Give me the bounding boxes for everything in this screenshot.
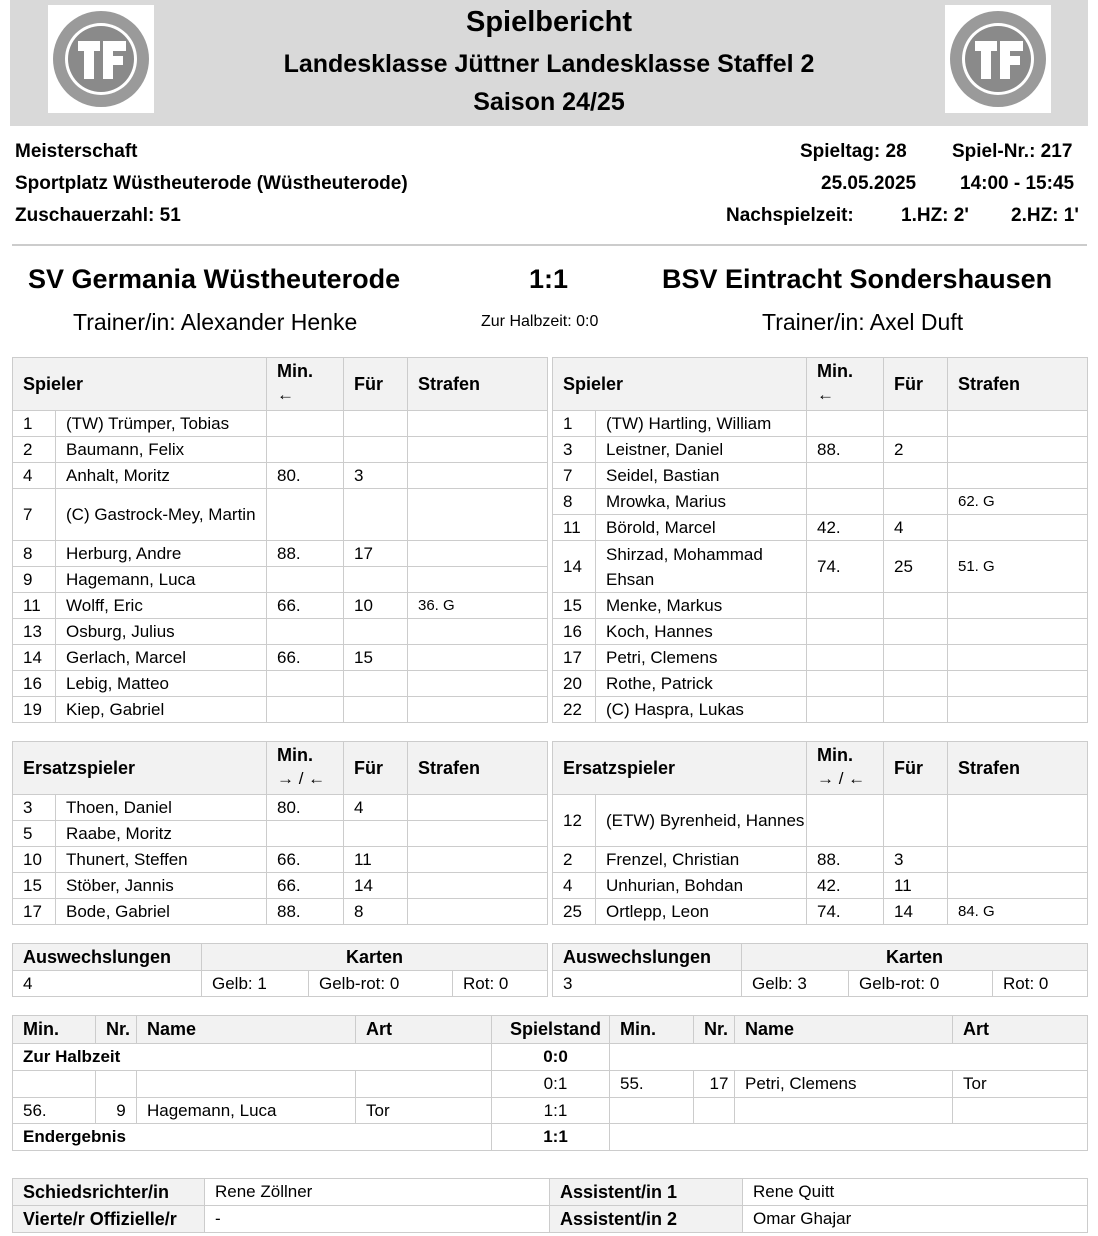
player-number: 15	[553, 593, 596, 619]
report-title: Spielbericht	[466, 6, 632, 38]
col-substitute: Ersatzspieler	[553, 742, 807, 795]
player-minute: 80.	[267, 795, 344, 821]
player-minute	[267, 671, 344, 697]
player-penalty	[408, 437, 548, 463]
player-row	[553, 847, 1088, 873]
col-min: Min. → / ←	[807, 742, 884, 795]
player-name: Börold, Marcel	[596, 515, 807, 541]
player-for	[344, 437, 408, 463]
player-penalty	[408, 821, 548, 847]
player-minute: 42.	[807, 873, 884, 899]
player-minute	[807, 463, 884, 489]
home-lineup-table	[12, 357, 548, 723]
event-minute: 56.	[13, 1098, 96, 1124]
col-for: Für	[884, 358, 948, 411]
player-number: 8	[13, 541, 56, 567]
player-for	[884, 463, 948, 489]
player-for: 11	[884, 873, 948, 899]
player-penalty: 84. G	[948, 899, 1088, 925]
away-summary-table	[552, 943, 1088, 997]
player-number: 22	[553, 697, 596, 723]
venue: Sportplatz Wüstheuterode (Wüstheuterode)	[15, 173, 408, 194]
player-number: 20	[553, 671, 596, 697]
player-for	[884, 795, 948, 847]
player-number: 12	[553, 795, 596, 847]
player-penalty	[408, 463, 548, 489]
col-nr: Nr.	[694, 1016, 735, 1044]
player-minute	[807, 593, 884, 619]
player-minute	[807, 489, 884, 515]
home-summary-table	[12, 943, 548, 997]
col-type: Art	[953, 1016, 1088, 1044]
player-minute	[267, 567, 344, 593]
red-cards: Rot: 0	[453, 971, 548, 997]
player-name: Petri, Clemens	[596, 645, 807, 671]
player-name: Herburg, Andre	[56, 541, 267, 567]
player-for	[344, 411, 408, 437]
player-row	[553, 515, 1088, 541]
away-trainer: Trainer/in: Axel Duft	[762, 309, 964, 335]
col-for: Für	[344, 742, 408, 795]
player-for: 10	[344, 593, 408, 619]
player-for	[344, 821, 408, 847]
player-number: 5	[13, 821, 56, 847]
player-number: 7	[553, 463, 596, 489]
player-name: (C) Gastrock-Mey, Martin	[56, 489, 267, 541]
player-penalty	[948, 645, 1088, 671]
player-for: 14	[884, 899, 948, 925]
player-row	[13, 619, 548, 645]
player-row	[13, 645, 548, 671]
col-min: Min.	[610, 1016, 694, 1044]
player-penalty	[408, 847, 548, 873]
player-penalty	[408, 645, 548, 671]
event-type: Tor	[356, 1098, 492, 1124]
player-for: 15	[344, 645, 408, 671]
player-penalty	[948, 515, 1088, 541]
player-minute: 88.	[267, 541, 344, 567]
player-name: (C) Haspra, Lukas	[596, 697, 807, 723]
player-row	[553, 619, 1088, 645]
player-penalty	[948, 847, 1088, 873]
player-for	[884, 619, 948, 645]
player-penalty	[948, 697, 1088, 723]
player-minute	[807, 697, 884, 723]
player-name: Raabe, Moritz	[56, 821, 267, 847]
player-for	[884, 697, 948, 723]
home-team: SV Germania Wüstheuterode	[28, 264, 401, 294]
yellow-red-cards: Gelb-rot: 0	[309, 971, 453, 997]
col-cards: Karten	[742, 944, 1088, 971]
player-name: (TW) Trümper, Tobias	[56, 411, 267, 437]
player-for: 14	[344, 873, 408, 899]
spectators: Zuschauerzahl: 51	[15, 205, 181, 226]
player-minute: 80.	[267, 463, 344, 489]
event-score: 0:1	[492, 1071, 610, 1098]
player-row	[553, 795, 1088, 847]
assistant2-name: Omar Ghajar	[743, 1206, 1088, 1233]
assistant2-label: Assistent/in 2	[550, 1206, 743, 1233]
matchday: Spieltag: 28	[800, 141, 907, 162]
assistant1-name: Rene Quitt	[743, 1179, 1088, 1206]
event-minute: 55.	[610, 1071, 694, 1098]
assistant1-label: Assistent/in 1	[550, 1179, 743, 1206]
player-number: 10	[13, 847, 56, 873]
player-minute	[807, 645, 884, 671]
player-for	[344, 697, 408, 723]
player-number: 11	[553, 515, 596, 541]
player-row	[13, 795, 548, 821]
col-penalties: Strafen	[408, 742, 548, 795]
col-min: Min. ←	[807, 358, 884, 411]
player-penalty	[408, 795, 548, 821]
player-minute: 88.	[267, 899, 344, 925]
player-name: Frenzel, Christian	[596, 847, 807, 873]
player-number: 16	[13, 671, 56, 697]
event-row	[13, 1071, 1088, 1098]
player-minute	[267, 821, 344, 847]
player-row	[13, 821, 548, 847]
player-for: 4	[344, 795, 408, 821]
player-number: 25	[553, 899, 596, 925]
player-row	[13, 567, 548, 593]
player-row	[13, 463, 548, 489]
fourth-official-label: Vierte/r Offizielle/r	[13, 1206, 205, 1233]
col-penalties: Strafen	[948, 358, 1088, 411]
player-row	[13, 697, 548, 723]
player-for	[344, 567, 408, 593]
col-for: Für	[344, 358, 408, 411]
season-title: Saison 24/25	[473, 88, 625, 116]
player-penalty: 36. G	[408, 593, 548, 619]
substitutions-count: 3	[553, 971, 742, 997]
player-name: Leistner, Daniel	[596, 437, 807, 463]
player-penalty	[948, 795, 1088, 847]
player-penalty: 62. G	[948, 489, 1088, 515]
player-number: 13	[13, 619, 56, 645]
referee-label: Schiedsrichter/in	[13, 1179, 205, 1206]
player-penalty	[408, 697, 548, 723]
player-minute: 88.	[807, 847, 884, 873]
player-penalty	[408, 541, 548, 567]
player-row	[553, 437, 1088, 463]
player-row	[13, 671, 548, 697]
halftime-score-cell: 0:0	[492, 1044, 610, 1071]
player-name: Anhalt, Moritz	[56, 463, 267, 489]
player-row	[553, 411, 1088, 437]
player-number: 14	[13, 645, 56, 671]
player-for	[884, 645, 948, 671]
player-number: 9	[13, 567, 56, 593]
player-name: Shirzad, Mohammad Ehsan	[596, 541, 807, 593]
player-penalty: 51. G	[948, 541, 1088, 593]
player-for	[344, 489, 408, 541]
col-substitutions: Auswechslungen	[13, 944, 202, 971]
player-number: 1	[13, 411, 56, 437]
divider	[12, 244, 1087, 246]
player-row	[553, 489, 1088, 515]
league-title: Landesklasse Jüttner Landesklasse Staffel 2	[283, 50, 815, 78]
player-penalty	[408, 567, 548, 593]
player-row	[13, 873, 548, 899]
player-minute	[807, 795, 884, 847]
player-number: 8	[553, 489, 596, 515]
player-row	[553, 463, 1088, 489]
final-score: 1:1	[529, 264, 569, 294]
player-minute	[267, 619, 344, 645]
player-name: Ortlepp, Leon	[596, 899, 807, 925]
col-nr: Nr.	[96, 1016, 137, 1044]
player-name: Unhurian, Bohdan	[596, 873, 807, 899]
player-name: Hagemann, Luca	[56, 567, 267, 593]
yellow-cards: Gelb: 3	[742, 971, 849, 997]
player-for: 2	[884, 437, 948, 463]
col-min: Min.	[13, 1016, 96, 1044]
col-min: Min. → / ←	[267, 742, 344, 795]
player-for	[884, 593, 948, 619]
event-type: Tor	[953, 1071, 1088, 1098]
player-penalty	[948, 463, 1088, 489]
player-minute: 88.	[807, 437, 884, 463]
player-row	[553, 671, 1088, 697]
player-row	[13, 899, 548, 925]
player-number: 15	[13, 873, 56, 899]
player-number: 11	[13, 593, 56, 619]
player-row	[13, 593, 548, 619]
stoppage-label: Nachspielzeit:	[726, 205, 854, 226]
player-number: 17	[13, 899, 56, 925]
player-for	[344, 619, 408, 645]
player-number: 17	[553, 645, 596, 671]
player-penalty	[408, 873, 548, 899]
away-team: BSV Eintracht Sondershausen	[662, 264, 1053, 294]
player-penalty	[948, 619, 1088, 645]
player-minute: 66.	[267, 873, 344, 899]
player-name: (ETW) Byrenheid, Hannes	[596, 795, 807, 847]
col-penalties: Strafen	[408, 358, 548, 411]
player-name: Gerlach, Marcel	[56, 645, 267, 671]
player-minute	[807, 411, 884, 437]
player-number: 19	[13, 697, 56, 723]
match-time: 14:00 - 15:45	[960, 173, 1075, 194]
player-row	[13, 437, 548, 463]
player-minute: 66.	[267, 593, 344, 619]
player-number: 7	[13, 489, 56, 541]
halftime-score: Zur Halbzeit: 0:0	[481, 313, 599, 330]
col-player: Spieler	[553, 358, 807, 411]
col-type: Art	[356, 1016, 492, 1044]
events-table	[12, 1015, 1088, 1151]
player-for: 25	[884, 541, 948, 593]
col-min: Min. ←	[267, 358, 344, 411]
player-number: 4	[13, 463, 56, 489]
player-number: 3	[553, 437, 596, 463]
player-for: 3	[344, 463, 408, 489]
col-name: Name	[137, 1016, 356, 1044]
final-label: Endergebnis	[13, 1124, 492, 1151]
player-name: (TW) Hartling, William	[596, 411, 807, 437]
player-name: Thunert, Steffen	[56, 847, 267, 873]
halftime-label: Zur Halbzeit	[13, 1044, 492, 1071]
player-minute	[267, 489, 344, 541]
player-row	[553, 593, 1088, 619]
player-penalty	[948, 873, 1088, 899]
player-minute	[807, 619, 884, 645]
officials-table	[12, 1178, 1088, 1233]
player-for: 8	[344, 899, 408, 925]
player-name: Seidel, Bastian	[596, 463, 807, 489]
player-penalty	[948, 411, 1088, 437]
away-lineup-table	[552, 357, 1088, 723]
player-name: Stöber, Jannis	[56, 873, 267, 899]
player-row	[13, 411, 548, 437]
yellow-cards: Gelb: 1	[202, 971, 309, 997]
col-name: Name	[735, 1016, 953, 1044]
stoppage-second-half: 2.HZ: 1'	[1011, 205, 1079, 226]
player-number: 1	[553, 411, 596, 437]
player-for	[884, 489, 948, 515]
player-penalty	[408, 411, 548, 437]
col-substitutions: Auswechslungen	[553, 944, 742, 971]
player-minute	[267, 437, 344, 463]
player-penalty	[408, 619, 548, 645]
player-for	[884, 411, 948, 437]
player-number: 2	[13, 437, 56, 463]
player-name: Koch, Hannes	[596, 619, 807, 645]
player-for: 11	[344, 847, 408, 873]
player-penalty	[948, 593, 1088, 619]
player-for	[344, 671, 408, 697]
player-penalty	[408, 671, 548, 697]
substitutions-count: 4	[13, 971, 202, 997]
away-subs-table	[552, 741, 1088, 925]
home-subs-table	[12, 741, 548, 925]
col-for: Für	[884, 742, 948, 795]
player-minute: 42.	[807, 515, 884, 541]
player-row	[553, 645, 1088, 671]
event-player: Hagemann, Luca	[137, 1098, 356, 1124]
player-penalty	[948, 437, 1088, 463]
col-penalties: Strafen	[948, 742, 1088, 795]
player-name: Rothe, Patrick	[596, 671, 807, 697]
player-name: Osburg, Julius	[56, 619, 267, 645]
player-name: Mrowka, Marius	[596, 489, 807, 515]
final-row	[13, 1124, 1088, 1151]
event-player: Petri, Clemens	[735, 1071, 953, 1098]
player-row	[553, 873, 1088, 899]
player-row	[13, 489, 548, 541]
player-minute	[267, 697, 344, 723]
player-number: 14	[553, 541, 596, 593]
competition: Meisterschaft	[15, 141, 138, 162]
player-number: 16	[553, 619, 596, 645]
player-for: 17	[344, 541, 408, 567]
event-number: 9	[96, 1098, 137, 1124]
col-substitute: Ersatzspieler	[13, 742, 267, 795]
player-penalty	[408, 899, 548, 925]
player-penalty	[408, 489, 548, 541]
col-player: Spieler	[13, 358, 267, 411]
player-number: 3	[13, 795, 56, 821]
player-minute: 74.	[807, 541, 884, 593]
player-number: 4	[553, 873, 596, 899]
player-row	[13, 847, 548, 873]
player-for: 4	[884, 515, 948, 541]
yellow-red-cards: Gelb-rot: 0	[849, 971, 993, 997]
col-cards: Karten	[202, 944, 548, 971]
player-name: Wolff, Eric	[56, 593, 267, 619]
report-header	[10, 0, 1088, 126]
player-name: Lebig, Matteo	[56, 671, 267, 697]
red-cards: Rot: 0	[993, 971, 1088, 997]
player-row	[553, 899, 1088, 925]
event-row	[13, 1098, 1088, 1124]
player-minute	[267, 411, 344, 437]
halftime-row	[13, 1044, 1088, 1071]
player-minute: 66.	[267, 645, 344, 671]
player-minute	[807, 671, 884, 697]
player-name: Bode, Gabriel	[56, 899, 267, 925]
player-row	[553, 541, 1088, 593]
player-name: Menke, Markus	[596, 593, 807, 619]
player-name: Kiep, Gabriel	[56, 697, 267, 723]
player-name: Baumann, Felix	[56, 437, 267, 463]
player-row	[13, 541, 548, 567]
event-number: 17	[694, 1071, 735, 1098]
event-score: 1:1	[492, 1098, 610, 1124]
final-score-cell: 1:1	[492, 1124, 610, 1151]
home-trainer: Trainer/in: Alexander Henke	[73, 309, 358, 335]
player-name: Thoen, Daniel	[56, 795, 267, 821]
player-for	[884, 671, 948, 697]
referee-name: Rene Zöllner	[205, 1179, 550, 1206]
player-minute: 74.	[807, 899, 884, 925]
player-number: 2	[553, 847, 596, 873]
stoppage-first-half: 1.HZ: 2'	[901, 205, 969, 226]
match-number: Spiel-Nr.: 217	[952, 141, 1073, 162]
player-for: 3	[884, 847, 948, 873]
player-minute: 66.	[267, 847, 344, 873]
fourth-official-name: -	[205, 1206, 550, 1233]
col-score: Spielstand	[492, 1016, 610, 1044]
player-penalty	[948, 671, 1088, 697]
player-row	[553, 697, 1088, 723]
match-date: 25.05.2025	[821, 173, 917, 194]
